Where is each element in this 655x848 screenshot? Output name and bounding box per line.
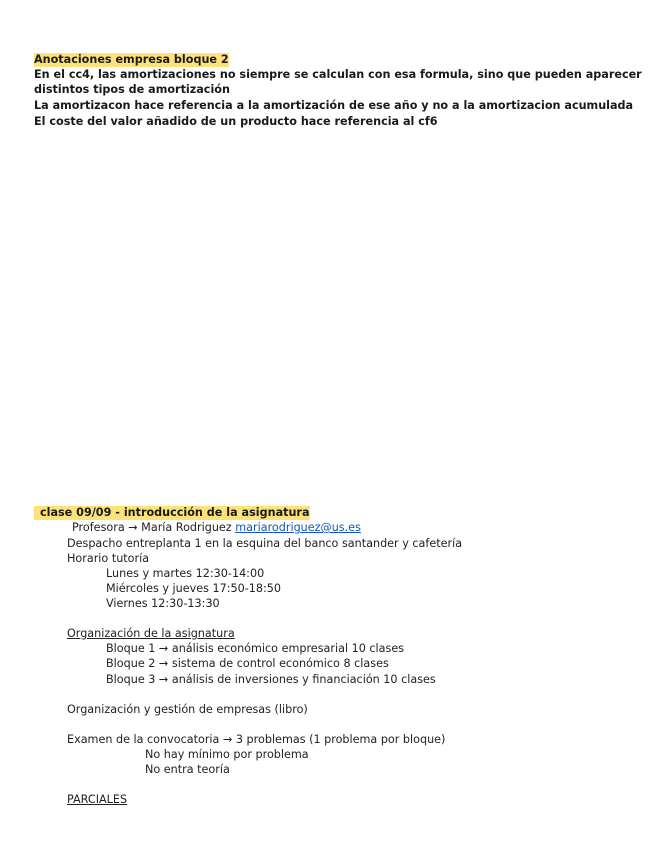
section1-line-4: El coste del valor añadido de un producto hace referencia al cf6 <box>34 115 438 128</box>
parciales-heading: PARCIALES <box>67 793 128 806</box>
horario-item: Lunes y martes 12:30-14:00 <box>106 567 265 580</box>
examen-note: No hay mínimo por problema <box>145 748 309 761</box>
section1-line-2: distintos tipos de amortización <box>34 83 230 96</box>
section2-title: clase 09/09 - introducción de la asignatura <box>34 506 310 520</box>
bloque-item: Bloque 3 → análisis de inversiones y financiación 10 clases <box>106 673 436 686</box>
horario-label: Horario tutoría <box>67 552 150 565</box>
profesora-line <box>72 521 361 535</box>
horario-item: Miércoles y jueves 17:50-18:50 <box>106 582 282 595</box>
section1-line-1: En el cc4, las amortizaciones no siempre se calculan con esa formula, sino que pueden aparecer <box>34 68 642 81</box>
despacho-text: Despacho entreplanta 1 en la esquina del banco santander y cafetería <box>67 537 463 550</box>
organizacion-title: Organización de la asignatura <box>67 627 235 640</box>
libro-text: Organización y gestión de empresas (libro) <box>67 703 308 716</box>
examen-text: Examen de la convocatoria → 3 problemas (1 problema por bloque) <box>67 733 446 746</box>
bloque-item: Bloque 1 → análisis económico empresarial 10 clases <box>106 642 405 655</box>
section1-title: Anotaciones empresa bloque 2 <box>34 53 229 66</box>
profesora-label: Profesora → María Rodriguez <box>72 521 236 534</box>
horario-item: Viernes 12:30-13:30 <box>106 597 220 610</box>
section1-line-3: La amortizacon hace referencia a la amortización de ese año y no a la amortizacion acumulada <box>34 99 634 112</box>
email-link[interactable]: mariarodriguez@us.es <box>235 521 361 534</box>
bloque-item: Bloque 2 → sistema de control económico 8 clases <box>106 657 389 670</box>
examen-note: No entra teoría <box>145 763 230 776</box>
